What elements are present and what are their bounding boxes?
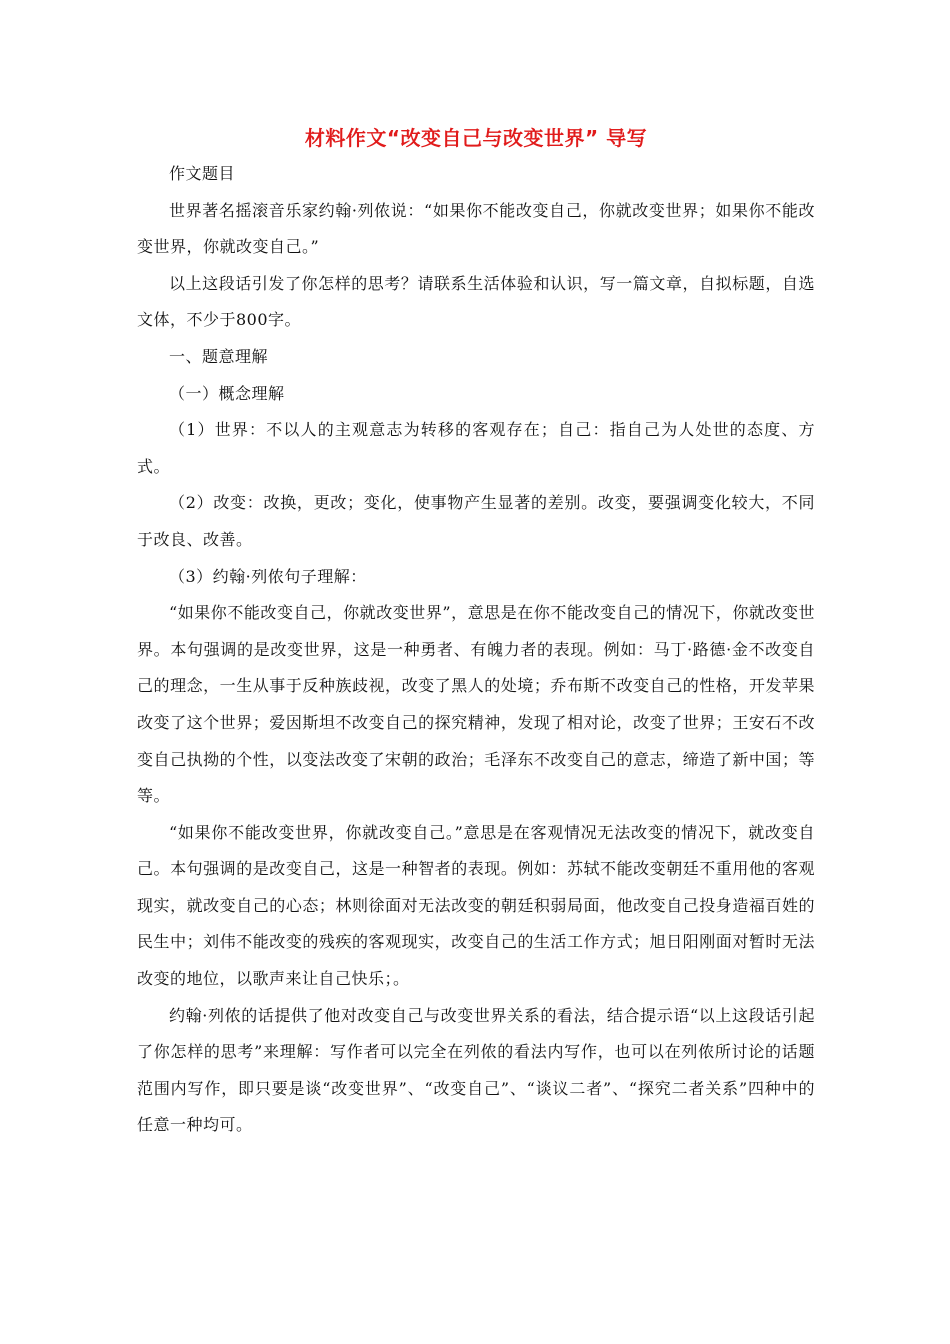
concept-item-2: （2）改变：改换，更改；变化，使事物产生显著的差别。改变，要强调变化较大，不同于改良、改善。: [137, 493, 815, 549]
document-page: [137, 120, 815, 1144]
body-paragraph-1: “如果你不能改变自己，你就改变世界”，意思是在你不能改变自己的情况下，你就改变世界。本句强调的是改变世界，这是一种勇者、有魄力者的表现。例如：马丁·路德·金不改变自己的理念，一生从事于反种族歧视，改变了黑人的处境；乔布斯不改变自己的性格，开发苹果改变了这个世界；爱因斯坦不改变自己的探究精神，发现了相对论，改变了世界；王安石不改变自己执拗的个性，以变法改变了宋朝的政治；毛泽东不改变自己的意志，缔造了新中国；等等。: [137, 603, 815, 806]
concept-item-1: （1）世界：不以人的主观意志为转移的客观存在；自己：指自己为人处世的态度、方式。: [137, 420, 815, 476]
heading-topic-understanding: 一、题意理解: [169, 346, 269, 366]
body-paragraph-2: “如果你不能改变世界，你就改变自己。”意思是在客观情况无法改变的情况下，就改变自己。本句强调的是改变自己，这是一种智者的表现。例如：苏轼不能改变朝廷不重用他的客观现实，就改变自己的心态；林则徐面对无法改变的朝廷积弱局面，他改变自己投身造福百姓的民生中；刘伟不能改变的残疾的客观现实，改变自己的生活工作方式；旭日阳刚面对暂时无法改变的地位，以歌声来让自己快乐；。: [137, 822, 815, 989]
section-label: 作文题目: [169, 164, 236, 183]
prompt-paragraph-2: 以上这段话引发了你怎样的思考？请联系生活体验和认识，写一篇文章，自拟标题，自选文体，不少于800字。: [137, 273, 815, 330]
document-title: 材料作文“改变自己与改变世界” 导写: [304, 126, 648, 150]
concept-item-3: （3）约翰·列侬句子理解：: [169, 566, 367, 586]
heading-concept-understanding: （一）概念理解: [169, 383, 285, 403]
body-paragraph-3: 约翰·列侬的话提供了他对改变自己与改变世界关系的看法，结合提示语“以上这段话引起了你怎样的思考”来理解：写作者可以完全在列侬的看法内写作，也可以在列侬所讨论的话题范围内写作，即只要是谈“改变世界”、“改变自己”、“谈议二者”、“探究二者关系”四种中的任意一种均可。: [137, 1005, 815, 1135]
prompt-paragraph-1: 世界著名摇滚音乐家约翰·列侬说：“如果你不能改变自己，你就改变世界；如果你不能改变世界，你就改变自己。”: [137, 200, 815, 257]
